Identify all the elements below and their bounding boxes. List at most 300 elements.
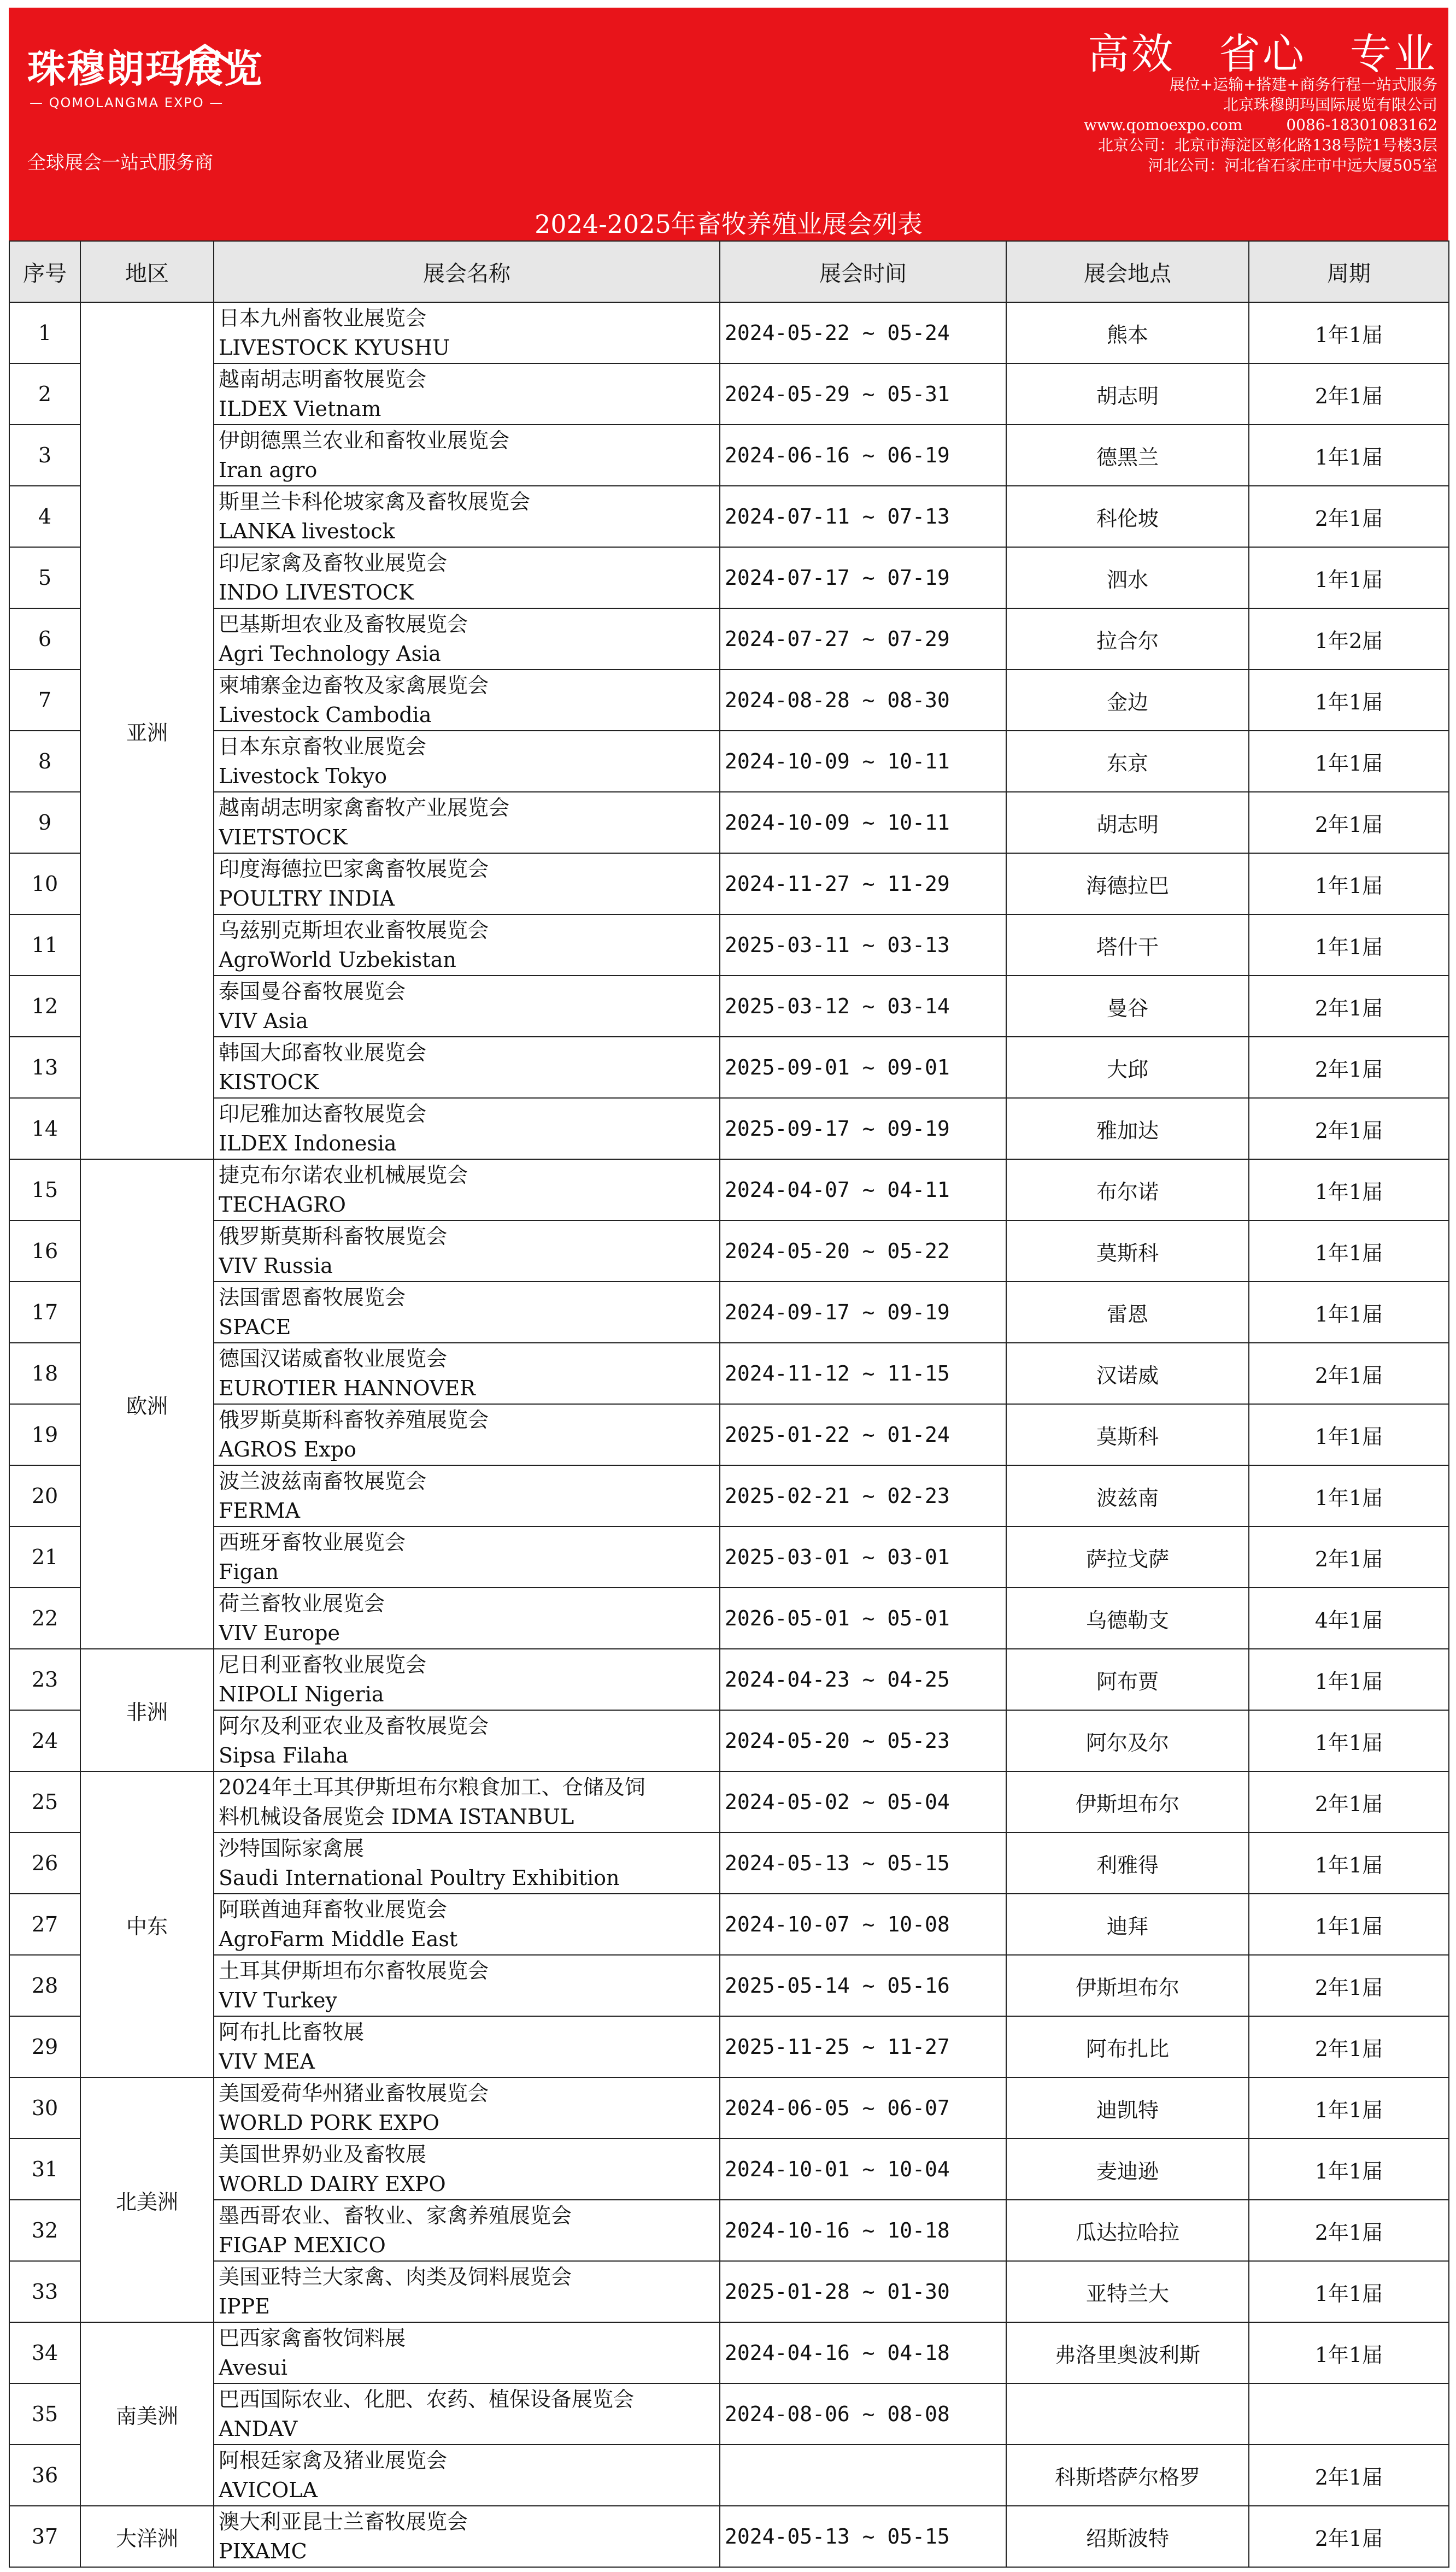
expo-time: 2025-09-01 ~ 09-01 [720, 1037, 1006, 1098]
expo-name-en: Iran agro [219, 458, 318, 482]
expo-cycle: 1年1届 [1249, 425, 1449, 486]
expo-time: 2024-06-16 ~ 06-19 [720, 425, 1006, 486]
row-number: 33 [9, 2261, 80, 2322]
expo-name-en: Figan [219, 1560, 279, 1584]
expo-time: 2024-10-09 ~ 10-11 [720, 792, 1006, 853]
expo-venue: 莫斯科 [1006, 1220, 1249, 1282]
expo-cycle: 2年1届 [1249, 1526, 1449, 1588]
slogan [1088, 21, 1437, 80]
expo-cycle: 2年1届 [1249, 2016, 1449, 2077]
expo-cycle: 1年1届 [1249, 2261, 1449, 2322]
expo-time: 2024-10-09 ~ 10-11 [720, 731, 1006, 792]
expo-venue: 塔什干 [1006, 914, 1249, 976]
expo-name-cell [214, 1159, 720, 1220]
expo-venue: 大邱 [1006, 1037, 1249, 1098]
expo-cycle: 1年1届 [1249, 1220, 1449, 1282]
expo-time: 2024-05-13 ~ 05-15 [720, 1833, 1006, 1894]
expo-name-cn: 阿布扎比畜牧展 [219, 2020, 365, 2044]
slogan-word: 高效 [1088, 30, 1175, 78]
table-row [9, 2506, 1449, 2567]
expo-name-cn: 泰国曼谷畜牧展览会 [219, 979, 406, 1003]
table-row [9, 486, 1449, 547]
table-row [9, 731, 1449, 792]
row-number: 21 [9, 1526, 80, 1588]
expo-name-en: WORLD PORK EXPO [219, 2111, 439, 2135]
row-number: 12 [9, 976, 80, 1037]
expo-name-en: Livestock Tokyo [219, 764, 388, 788]
expo-venue: 科伦坡 [1006, 486, 1249, 547]
expo-name-cn: 尼日利亚畜牧业展览会 [219, 1653, 427, 1677]
expo-name-cn: 斯里兰卡科伦坡家禽及畜牧展览会 [219, 490, 531, 514]
expo-name-cell [214, 425, 720, 486]
region-cell: 南美洲 [80, 2322, 214, 2506]
expo-time: 2025-01-22 ~ 01-24 [720, 1404, 1006, 1465]
expo-cycle: 2年1届 [1249, 792, 1449, 853]
row-number: 9 [9, 792, 80, 853]
table-header-row [9, 241, 1449, 302]
expo-name-cell [214, 792, 720, 853]
expo-name-cn: 印尼家禽及畜牧业展览会 [219, 551, 448, 575]
expo-cycle: 1年1届 [1249, 1710, 1449, 1771]
expo-name-en: WORLD DAIRY EXPO [219, 2172, 446, 2196]
expo-name-cn: 乌兹别克斯坦农业畜牧展览会 [219, 918, 489, 942]
row-number: 17 [9, 1282, 80, 1343]
expo-name-cn: 俄罗斯莫斯科畜牧养殖展览会 [219, 1408, 489, 1432]
expo-name-cell [214, 670, 720, 731]
expo-time: 2024-07-17 ~ 07-19 [720, 547, 1006, 608]
expo-time: 2026-05-01 ~ 05-01 [720, 1588, 1006, 1649]
expo-name-cn: 柬埔寨金边畜牧及家禽展览会 [219, 673, 489, 697]
table-row [9, 2077, 1449, 2139]
expo-venue: 金边 [1006, 670, 1249, 731]
expo-name-cell [214, 2261, 720, 2322]
header-region: 地区 [80, 241, 214, 302]
expo-time: 2025-11-25 ~ 11-27 [720, 2016, 1006, 2077]
region-cell: 北美洲 [80, 2077, 214, 2322]
row-number: 29 [9, 2016, 80, 2077]
expo-name-cell [214, 486, 720, 547]
expo-time: 2024-07-27 ~ 07-29 [720, 608, 1006, 670]
expo-time: 2024-04-07 ~ 04-11 [720, 1159, 1006, 1220]
expo-name-cell [214, 731, 720, 792]
expo-venue: 伊斯坦布尔 [1006, 1771, 1249, 1833]
expo-venue: 德黑兰 [1006, 425, 1249, 486]
expo-name-en: VIV Turkey [219, 1988, 337, 2012]
expo-name-en: Avesui [219, 2356, 287, 2380]
expo-time: 2024-05-29 ~ 05-31 [720, 363, 1006, 425]
expo-cycle: 1年1届 [1249, 2322, 1449, 2383]
expo-name-cn: 土耳其伊斯坦布尔畜牧展览会 [219, 1959, 489, 1983]
row-number: 2 [9, 363, 80, 425]
row-number: 5 [9, 547, 80, 608]
expo-venue: 亚特兰大 [1006, 2261, 1249, 2322]
brand-tagline: 全球展会一站式服务商 [27, 152, 213, 174]
table-row [9, 547, 1449, 608]
expo-cycle: 1年1届 [1249, 302, 1449, 363]
expo-venue: 阿尔及尔 [1006, 1710, 1249, 1771]
table-row [9, 1588, 1449, 1649]
table-row [9, 302, 1449, 363]
expo-time: 2025-03-11 ~ 03-13 [720, 914, 1006, 976]
expo-name-cn: 西班牙畜牧业展览会 [219, 1530, 406, 1554]
table-row [9, 2322, 1449, 2383]
table-row [9, 1282, 1449, 1343]
expo-name-cell [214, 547, 720, 608]
expo-cycle: 2年1届 [1249, 1098, 1449, 1159]
expo-name-cell [214, 1037, 720, 1098]
expo-name-cell [214, 1588, 720, 1649]
expo-name-cell [214, 1833, 720, 1894]
expo-name-en: POULTRY INDIA [219, 886, 395, 911]
expo-name-en: IPPE [219, 2294, 270, 2318]
expo-name-cn: 美国亚特兰大家禽、肉类及饲料展览会 [219, 2265, 572, 2289]
expo-name-cell [214, 2322, 720, 2383]
header-cycle: 周期 [1249, 241, 1449, 302]
expo-cycle: 2年1届 [1249, 1955, 1449, 2016]
region-cell: 大洋洲 [80, 2506, 214, 2567]
expo-name-cell [214, 1526, 720, 1588]
header-venue: 展会地点 [1006, 241, 1249, 302]
row-number: 34 [9, 2322, 80, 2383]
expo-time: 2024-04-16 ~ 04-18 [720, 2322, 1006, 2383]
row-number: 7 [9, 670, 80, 731]
beijing-address: 北京公司：北京市海淀区彰化路138号院1号楼3层 [1097, 136, 1437, 154]
slogan-word: 省心 [1219, 30, 1306, 78]
row-number: 37 [9, 2506, 80, 2567]
expo-cycle: 1年1届 [1249, 1159, 1449, 1220]
expo-name-cell [214, 1343, 720, 1404]
expo-cycle: 2年1届 [1249, 2445, 1449, 2506]
table-row [9, 976, 1449, 1037]
expo-venue: 布尔诺 [1006, 1159, 1249, 1220]
expo-name-cn: 巴基斯坦农业及畜牧展览会 [219, 612, 468, 636]
expo-name-en: TECHAGRO [219, 1193, 346, 1217]
expo-cycle: 2年1届 [1249, 2200, 1449, 2261]
expo-cycle: 1年1届 [1249, 1465, 1449, 1526]
phone-number: 0086-18301083162 [1286, 116, 1437, 134]
hebei-address: 河北公司：河北省石家庄市中远大厦505室 [1148, 156, 1437, 174]
expo-name-en: LANKA livestock [219, 519, 395, 543]
expo-cycle: 1年1届 [1249, 2139, 1449, 2200]
expo-name-en: FERMA [219, 1499, 301, 1523]
expo-venue: 胡志明 [1006, 363, 1249, 425]
region-cell: 亚洲 [80, 302, 214, 1159]
expo-name-cn: 印度海德拉巴家禽畜牧展览会 [219, 857, 489, 881]
expo-venue: 萨拉戈萨 [1006, 1526, 1249, 1588]
table-row [9, 1404, 1449, 1465]
expo-name-cn: 越南胡志明畜牧展览会 [219, 367, 427, 391]
table-row [9, 1159, 1449, 1220]
expo-time: 2024-11-12 ~ 11-15 [720, 1343, 1006, 1404]
expo-time: 2025-02-21 ~ 02-23 [720, 1465, 1006, 1526]
table-row [9, 608, 1449, 670]
table-row [9, 2445, 1449, 2506]
expo-name-cn: 巴西家禽畜牧饲料展 [219, 2326, 406, 2350]
expo-cycle: 2年1届 [1249, 363, 1449, 425]
expo-time: 2024-07-11 ~ 07-13 [720, 486, 1006, 547]
expo-name-en: INDO LIVESTOCK [219, 580, 414, 604]
row-number: 27 [9, 1894, 80, 1955]
website-link[interactable]: www.qomoexpo.com [1084, 116, 1243, 134]
expo-name-en: VIV Europe [219, 1621, 340, 1645]
table-row [9, 1833, 1449, 1894]
expo-name-en: AgroFarm Middle East [219, 1927, 458, 1951]
table-row [9, 1526, 1449, 1588]
expo-name-cn: 墨西哥农业、畜牧业、家禽养殖展览会 [219, 2204, 572, 2228]
table-row [9, 1220, 1449, 1282]
header-banner [9, 8, 1448, 240]
services-text: 展位+运输+搭建+商务行程一站式服务 [1169, 75, 1437, 93]
expo-venue: 汉诺威 [1006, 1343, 1249, 1404]
expo-cycle: 1年1届 [1249, 914, 1449, 976]
expo-venue: 乌德勒支 [1006, 1588, 1249, 1649]
table-row [9, 1649, 1449, 1710]
table-row [9, 1894, 1449, 1955]
row-number: 32 [9, 2200, 80, 2261]
expo-name-en: Livestock Cambodia [219, 703, 432, 727]
expo-cycle: 1年1届 [1249, 547, 1449, 608]
expo-time: 2024-05-13 ~ 05-15 [720, 2506, 1006, 2567]
expo-cycle: 1年1届 [1249, 1833, 1449, 1894]
expo-name-cn: 阿根廷家禽及猪业展览会 [219, 2448, 448, 2473]
expo-time: 2024-11-27 ~ 11-29 [720, 853, 1006, 914]
expo-name-cn: 巴西国际农业、化肥、农药、植保设备展览会 [219, 2387, 635, 2411]
row-number: 3 [9, 425, 80, 486]
expo-name-cell [214, 1220, 720, 1282]
expo-name-en: SPACE [219, 1315, 291, 1339]
expo-cycle: 1年1届 [1249, 1282, 1449, 1343]
region-cell: 中东 [80, 1771, 214, 2077]
expo-venue [1006, 2383, 1249, 2445]
row-number: 25 [9, 1771, 80, 1833]
row-number: 14 [9, 1098, 80, 1159]
expo-name-cn: 美国世界奶业及畜牧展 [219, 2142, 427, 2166]
row-number: 35 [9, 2383, 80, 2445]
expo-name-cn: 沙特国际家禽展 [219, 1836, 365, 1860]
expo-name-cn: 澳大利亚昆士兰畜牧展览会 [219, 2510, 468, 2534]
expo-cycle: 1年1届 [1249, 1404, 1449, 1465]
expo-name-cell [214, 2506, 720, 2567]
expo-name-cn: 越南胡志明家禽畜牧产业展览会 [219, 796, 510, 820]
expo-name-cell [214, 1649, 720, 1710]
row-number: 20 [9, 1465, 80, 1526]
expo-name-cell [214, 608, 720, 670]
expo-venue: 莫斯科 [1006, 1404, 1249, 1465]
expo-name-cell [214, 1894, 720, 1955]
expo-cycle: 4年1届 [1249, 1588, 1449, 1649]
expo-cycle: 2年1届 [1249, 976, 1449, 1037]
expo-name-en: Sipsa Filaha [219, 1743, 349, 1767]
expo-name-en: ILDEX Vietnam [219, 397, 381, 421]
expo-name-cn: 日本东京畜牧业展览会 [219, 735, 427, 759]
header-time: 展会时间 [720, 241, 1006, 302]
expo-time: 2024-10-01 ~ 10-04 [720, 2139, 1006, 2200]
expo-name-cell [214, 1098, 720, 1159]
expo-cycle: 1年1届 [1249, 1649, 1449, 1710]
expo-name-cn: 德国汉诺威畜牧业展览会 [219, 1347, 448, 1371]
expo-name-en: EUROTIER HANNOVER [219, 1376, 475, 1400]
table-row [9, 1955, 1449, 2016]
expo-name-cell [214, 1282, 720, 1343]
expo-cycle: 2年1届 [1249, 486, 1449, 547]
brand-name-en: — QOMOLANGMA EXPO — [30, 95, 224, 110]
expo-name-cell [214, 2139, 720, 2200]
expo-venue: 阿布扎比 [1006, 2016, 1249, 2077]
expo-cycle: 1年1届 [1249, 731, 1449, 792]
row-number: 19 [9, 1404, 80, 1465]
expo-name-cn: 波兰波兹南畜牧展览会 [219, 1469, 427, 1493]
table-row [9, 792, 1449, 853]
expo-venue: 东京 [1006, 731, 1249, 792]
table-body [9, 302, 1449, 2567]
expo-venue: 波兹南 [1006, 1465, 1249, 1526]
table-row [9, 1037, 1449, 1098]
expo-cycle: 1年1届 [1249, 1894, 1449, 1955]
expo-name-cn: 韩国大邱畜牧业展览会 [219, 1041, 427, 1065]
row-number: 13 [9, 1037, 80, 1098]
expo-time: 2024-08-06 ~ 08-08 [720, 2383, 1006, 2445]
expo-name-en: VIV Russia [219, 1254, 333, 1278]
expo-venue: 迪凯特 [1006, 2077, 1249, 2139]
expo-name-cn: 伊朗德黑兰农业和畜牧业展览会 [219, 428, 510, 453]
expo-time: 2024-04-23 ~ 04-25 [720, 1649, 1006, 1710]
expo-time: 2025-03-12 ~ 03-14 [720, 976, 1006, 1037]
expo-time: 2025-09-17 ~ 09-19 [720, 1098, 1006, 1159]
expo-time: 2024-05-20 ~ 05-23 [720, 1710, 1006, 1771]
row-number: 26 [9, 1833, 80, 1894]
region-cell: 欧洲 [80, 1159, 214, 1649]
contact-row [1084, 115, 1437, 135]
expo-name-cn: 印尼雅加达畜牧展览会 [219, 1102, 427, 1126]
table-row [9, 425, 1449, 486]
row-number: 11 [9, 914, 80, 976]
expo-name-cn: 美国爱荷华州猪业畜牧展览会 [219, 2081, 489, 2105]
expo-name-cell [214, 363, 720, 425]
expo-name-en: Saudi International Poultry Exhibition [219, 1866, 620, 1890]
table-title: 2024-2025年畜牧养殖业展会列表 [535, 209, 923, 239]
header-num: 序号 [9, 241, 80, 302]
expo-time: 2024-05-22 ~ 05-24 [720, 302, 1006, 363]
expo-cycle: 1年1届 [1249, 670, 1449, 731]
expo-venue: 绍斯波特 [1006, 2506, 1249, 2567]
expo-name-en: Agri Technology Asia [219, 642, 441, 666]
expo-cycle: 2年1届 [1249, 1037, 1449, 1098]
expo-name-cell [214, 853, 720, 914]
company-info [1084, 74, 1437, 175]
expo-cycle: 2年1届 [1249, 1343, 1449, 1404]
expo-name-cell [214, 1710, 720, 1771]
table-row [9, 2200, 1449, 2261]
expo-cycle: 1年2届 [1249, 608, 1449, 670]
expo-time: 2025-01-28 ~ 01-30 [720, 2261, 1006, 2322]
table-row [9, 853, 1449, 914]
expo-name-en: VIV MEA [219, 2050, 315, 2074]
expo-venue: 雷恩 [1006, 1282, 1249, 1343]
expo-name-cell [214, 1404, 720, 1465]
row-number: 16 [9, 1220, 80, 1282]
expo-name-en: VIETSTOCK [219, 825, 348, 849]
expo-name-cell [214, 2445, 720, 2506]
expo-name-cell [214, 2077, 720, 2139]
expo-cycle: 2年1届 [1249, 2506, 1449, 2567]
table-row [9, 2261, 1449, 2322]
expo-time: 2024-06-05 ~ 06-07 [720, 2077, 1006, 2139]
expo-time: 2025-05-14 ~ 05-16 [720, 1955, 1006, 2016]
expo-time [720, 2445, 1006, 2506]
row-number: 36 [9, 2445, 80, 2506]
expo-venue: 瓜达拉哈拉 [1006, 2200, 1249, 2261]
company-name: 北京珠穆朗玛国际展览有限公司 [1223, 96, 1437, 114]
expo-name-cell [214, 2200, 720, 2261]
expo-name-en: AVICOLA [219, 2478, 318, 2502]
expo-name-cn: 日本九州畜牧业展览会 [219, 306, 427, 330]
table-row [9, 1710, 1449, 1771]
expo-name-en: 料机械设备展览会 IDMA ISTANBUL [219, 1805, 574, 1829]
brand-logo [27, 47, 268, 110]
expo-cycle: 2年1届 [1249, 1771, 1449, 1833]
expo-name-cell [214, 914, 720, 976]
expo-time: 2025-03-01 ~ 03-01 [720, 1526, 1006, 1588]
expo-venue: 曼谷 [1006, 976, 1249, 1037]
expo-name-en: VIV Asia [219, 1009, 308, 1033]
row-number: 30 [9, 2077, 80, 2139]
expo-cycle: 1年1届 [1249, 2077, 1449, 2139]
expo-venue: 泗水 [1006, 547, 1249, 608]
row-number: 22 [9, 1588, 80, 1649]
row-number: 10 [9, 853, 80, 914]
expo-name-en: ILDEX Indonesia [219, 1131, 397, 1155]
expo-time: 2024-10-07 ~ 10-08 [720, 1894, 1006, 1955]
table-row [9, 1465, 1449, 1526]
expo-table [9, 240, 1449, 2568]
row-number: 31 [9, 2139, 80, 2200]
table-row [9, 1343, 1449, 1404]
table-row [9, 914, 1449, 976]
row-number: 8 [9, 731, 80, 792]
expo-name-en: AgroWorld Uzbekistan [219, 948, 456, 972]
expo-time: 2024-05-20 ~ 05-22 [720, 1220, 1006, 1282]
expo-name-cell [214, 1955, 720, 2016]
expo-name-cn: 阿尔及利亚农业及畜牧展览会 [219, 1714, 489, 1738]
table-row [9, 363, 1449, 425]
region-cell: 非洲 [80, 1649, 214, 1771]
row-number: 4 [9, 486, 80, 547]
table-row [9, 670, 1449, 731]
expo-name-cell [214, 1771, 720, 1833]
expo-cycle: 1年1届 [1249, 853, 1449, 914]
row-number: 24 [9, 1710, 80, 1771]
expo-name-cell [214, 302, 720, 363]
row-number: 28 [9, 1955, 80, 2016]
row-number: 6 [9, 608, 80, 670]
expo-name-cell [214, 976, 720, 1037]
expo-time: 2024-10-16 ~ 10-18 [720, 2200, 1006, 2261]
expo-name-en: LIVESTOCK KYUSHU [219, 336, 450, 360]
expo-name-cn: 俄罗斯莫斯科畜牧展览会 [219, 1224, 448, 1248]
expo-name-cn: 荷兰畜牧业展览会 [219, 1592, 385, 1616]
table-row [9, 2016, 1449, 2077]
expo-venue: 科斯塔萨尔格罗 [1006, 2445, 1249, 2506]
expo-venue: 弗洛里奥波利斯 [1006, 2322, 1249, 2383]
expo-name-en: NIPOLI Nigeria [219, 1682, 384, 1706]
expo-name-cell [214, 2383, 720, 2445]
expo-venue: 利雅得 [1006, 1833, 1249, 1894]
expo-name-en: AGROS Expo [219, 1437, 357, 1461]
expo-venue: 拉合尔 [1006, 608, 1249, 670]
slogan-word: 专业 [1350, 30, 1437, 78]
expo-venue: 麦迪逊 [1006, 2139, 1249, 2200]
expo-venue: 阿布贾 [1006, 1649, 1249, 1710]
